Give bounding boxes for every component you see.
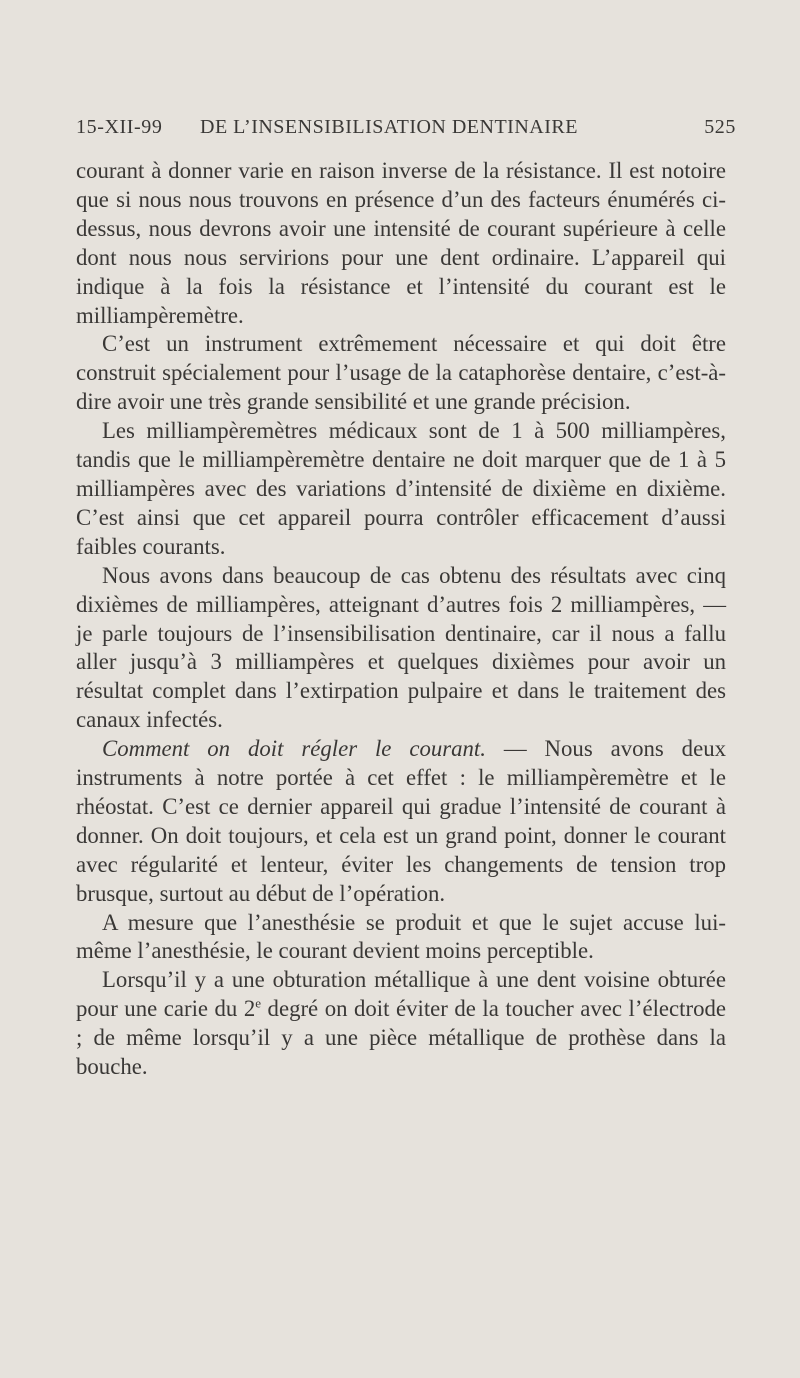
header-date: 15-XII-99 — [76, 116, 163, 138]
running-header — [76, 116, 736, 148]
paragraph: Les milliampèremètres médicaux sont de 1 à 500 milliampères, tandis que le milliampèremètre dentaire ne doit marquer que de 1 à 5 milliampères avec des variations d’intensité de dixième en dixième. C’est ainsi que cet appareil pourra contrôler efficacement d’aussi faibles courants. — [76, 418, 726, 559]
paragraph-text: Lorsqu’il y a une obturation métallique à une dent voisine obturée pour une carie du 2 — [76, 967, 726, 1022]
page-number: 525 — [704, 116, 736, 138]
paragraph-regler-courant — [76, 735, 726, 908]
paragraph-last — [76, 966, 726, 1082]
paragraph-text: degré on doit éviter de la toucher avec l’électrode ; de même lorsqu’il y a une pièce métallique de prothèse dans la bouche. — [76, 996, 726, 1080]
paragraph: A mesure que l’anesthésie se produit et que le sujet accuse lui-même l’anesthésie, le courant devient moins perceptible. — [76, 909, 726, 964]
superscript: e — [255, 995, 262, 1011]
page-body — [76, 157, 726, 1082]
italic-heading: Comment on doit régler le courant. — [102, 736, 486, 762]
paragraph-text: — Nous avons deux instruments à notre portée à cet effet : le milliampèremètre et le rhéostat. C’est ce dernier appareil qui gradue l’intensité de courant à donner. On doit toujours, et cela est un grand point, donner le courant avec régularité et lenteur, éviter les changements de tension trop brusque, surtout au début de l’opération. — [76, 736, 726, 906]
paragraph: courant à donner varie en raison inverse de la résistance. Il est notoire que si nous nous trouvons en présence d’un des facteurs énumérés ci-dessus, nous devrons avoir une intensité de courant supérieure à celle dont nous nous servirions pour une dent ordinaire. L’appareil qui indique à la fois la résistance et l’intensité du courant est le milliampèremètre. — [76, 158, 726, 328]
paragraph: Nous avons dans beaucoup de cas obtenu des résultats avec cinq dixièmes de milliampères, atteignant d’autres fois 2 milliampères, — je parle toujours de l’insensibilisation dentinaire, car il nous a fallu aller jusqu’à 3 milliampères et quelques dixièmes pour avoir un résultat complet dans l’extirpation pulpaire et dans le traitement des canaux infectés. — [76, 562, 726, 733]
header-title: DE L’INSENSIBILISATION DENTINAIRE — [200, 116, 578, 138]
paragraph: C’est un instrument extrêmement nécessaire et qui doit être construit spécialement pour l’usage de la cataphorèse dentaire, c’est-à-dire avoir une très grande sensibilité et une grande précision. — [76, 331, 726, 415]
